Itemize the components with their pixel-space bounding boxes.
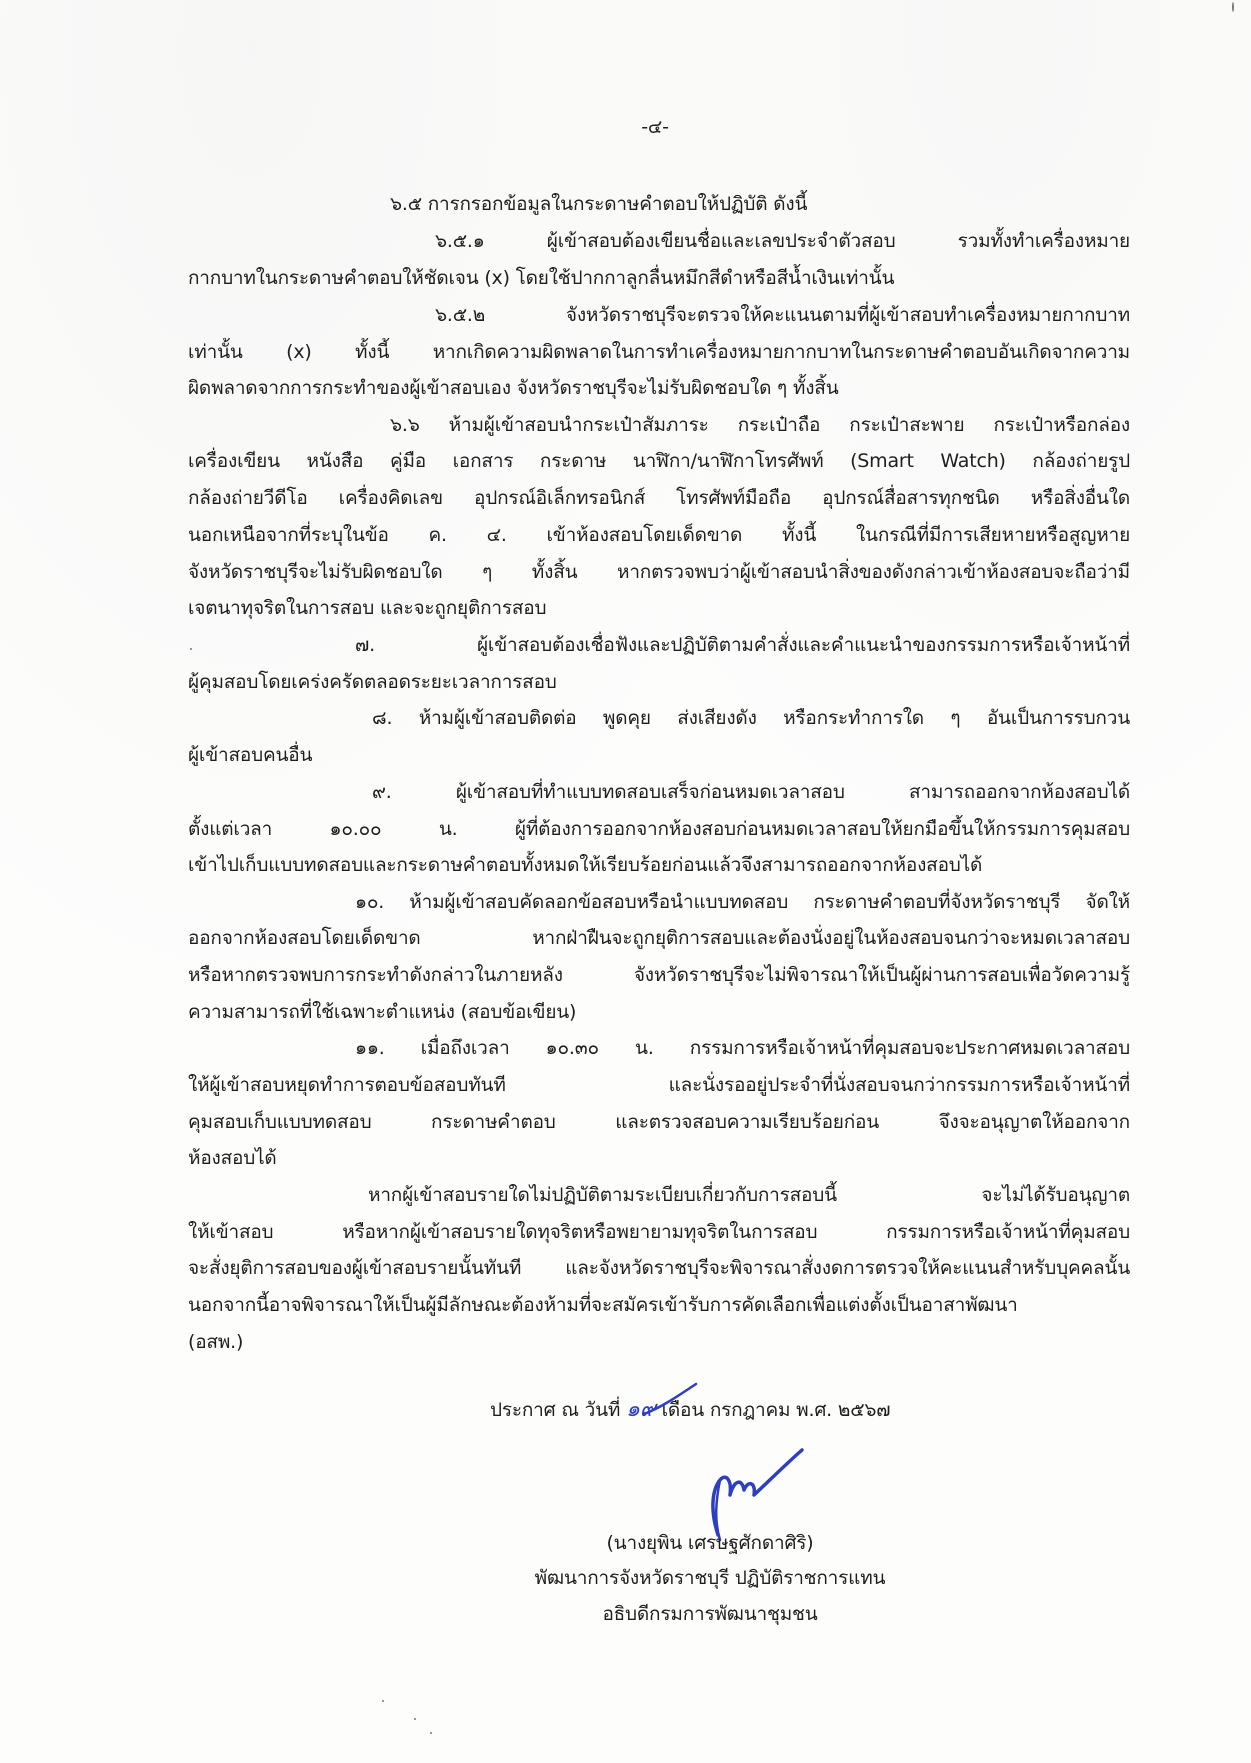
section-10-line-1: ๑๐. ห้ามผู้เข้าสอบคัดลอกข้อสอบหรือนำแบบทดสอบ กระดาษคำตอบที่จังหวัดราชบุรี จัดให้: [355, 891, 1130, 913]
section-11-line-2: ให้ผู้เข้าสอบหยุดทำการตอบข้อสอบทันที และนั่งรออยู่ประจำที่นั่งสอบจนกว่ากรรมการหรือเจ้าหน้าที่: [188, 1074, 1130, 1096]
section-9-line-1: ๙. ผู้เข้าสอบที่ทำแบบทดสอบเสร็จก่อนหมดเวลาสอบ สามารถออกจากห้องสอบได้: [372, 781, 1130, 803]
section-6-6-line-4: นอกเหนือจากที่ระบุในข้อ ค. ๔. เข้าห้องสอบโดยเด็ดขาด ทั้งนี้ ในกรณีที่มีการเสียหายหรือสูญหาย: [188, 524, 1130, 546]
scan-speck: [382, 1700, 384, 1702]
section-10-line-2: ออกจากห้องสอบโดยเด็ดขาด หากฝ่าฝืนจะถูกยุติการสอบและต้องนั่งอยู่ในห้องสอบจนกว่าจะหมดเวลาสอบ: [188, 927, 1130, 949]
date-suffix: เดือน กรกฎาคม พ.ศ. ๒๕๖๗: [661, 1399, 891, 1421]
closing-line-2: ให้เข้าสอบ หรือหากผู้เข้าสอบรายใดทุจริตหรือพยายามทุจริตในการสอบ กรรมการหรือเจ้าหน้าที่คุมสอบ: [188, 1221, 1130, 1243]
closing-line-3: จะสั่งยุติการสอบของผู้เข้าสอบรายนั้นทันที และจังหวัดราชบุรีจะพิจารณาสั่งงดการตรวจให้คะแนนสำหรับบุคคลนั้น: [188, 1257, 1130, 1279]
handwritten-day: ๑๙: [626, 1397, 656, 1422]
date-prefix: ประกาศ ณ วันที่: [490, 1399, 621, 1421]
section-6-6-line-2: เครื่องเขียน หนังสือ คู่มือ เอกสาร กระดาษ นาฬิกา/นาฬิกาโทรศัพท์ (Smart Watch) กล้องถ่ายรูป: [188, 450, 1130, 472]
closing-line-1: หากผู้เข้าสอบรายใดไม่ปฏิบัติตามระเบียบเกี่ยวกับการสอบนี้ จะไม่ได้รับอนุญาต: [368, 1184, 1130, 1206]
section-6-5-2-line-1: ๖.๕.๒ จังหวัดราชบุรีจะตรวจให้คะแนนตามที่ผู้เข้าสอบทำเครื่องหมายกากบาท: [435, 304, 1130, 326]
section-9-line-3: เข้าไปเก็บแบบทดสอบและกระดาษคำตอบทั้งหมดให้เรียบร้อยก่อนแล้วจึงสามารถออกจากห้องสอบได้: [188, 854, 983, 876]
section-6-6-line-1: ๖.๖ ห้ามผู้เข้าสอบนำกระเป๋าสัมภาระ กระเป๋าถือ กระเป๋าสะพาย กระเป๋าหรือกล่อง: [390, 414, 1130, 436]
scan-speck: [414, 1718, 416, 1720]
date-checkmark-stroke: [640, 1380, 700, 1420]
section-11-line-3: คุมสอบเก็บแบบทดสอบ กระดาษคำตอบ และตรวจสอบความเรียบร้อยก่อน จึงจะอนุญาตให้ออกจาก: [188, 1111, 1130, 1133]
signatory-position-line-2: อธิบดีกรมการพัฒนาชุมชน: [602, 1603, 818, 1625]
section-11-line-1: ๑๑. เมื่อถึงเวลา ๑๐.๓๐ น. กรรมการหรือเจ้าหน้าที่คุมสอบจะประกาศหมดเวลาสอบ: [355, 1037, 1130, 1059]
section-8-line-1: ๘. ห้ามผู้เข้าสอบติดต่อ พูดคุย ส่งเสียงดัง หรือกระทำการใด ๆ อันเป็นการรบกวน: [372, 707, 1130, 729]
section-10-line-4: ความสามารถที่ใช้เฉพาะตำแหน่ง (สอบข้อเขียน): [188, 1001, 577, 1023]
scan-speck: [190, 648, 192, 650]
section-6-5-1-line-2: กากบาทในกระดาษคำตอบให้ชัดเจน (x) โดยใช้ปากกาลูกลื่นหมึกสีดำหรือสีน้ำเงินเท่านั้น: [188, 267, 895, 289]
section-6-6-line-5: จังหวัดราชบุรีจะไม่รับผิดชอบใด ๆ ทั้งสิ้น หากตรวจพบว่าผู้เข้าสอบนำสิ่งของดังกล่าวเข้าห้องสอบจะถือว่ามี: [188, 561, 1130, 583]
section-11-line-4: ห้องสอบได้: [188, 1147, 277, 1169]
closing-line-5: (อสพ.): [188, 1331, 244, 1353]
scan-speck: [1232, 2, 1234, 12]
section-7-line-1: ๗. ผู้เข้าสอบต้องเชื่อฟังและปฏิบัติตามคำสั่งและคำแนะนำของกรรมการหรือเจ้าหน้าที่: [355, 634, 1130, 656]
section-6-5-2-line-2: เท่านั้น (x) ทั้งนี้ หากเกิดความผิดพลาดในการทำเครื่องหมายกากบาทในกระดาษคำตอบอันเกิดจากความ: [188, 341, 1130, 363]
signatory-position-line-1: พัฒนาการจังหวัดราชบุรี ปฏิบัติราชการแทน: [534, 1567, 886, 1589]
section-6-6-line-6: เจตนาทุจริตในการสอบ และจะถูกยุติการสอบ: [188, 597, 547, 619]
section-9-line-2: ตั้งแต่เวลา ๑๐.๐๐ น. ผู้ที่ต้องการออกจากห้องสอบก่อนหมดเวลาสอบให้ยกมือขึ้นให้กรรมการคุมสอบ: [188, 818, 1130, 840]
section-6-5-1-line-1: ๖.๕.๑ ผู้เข้าสอบต้องเขียนชื่อและเลขประจำตัวสอบ รวมทั้งทำเครื่องหมาย: [435, 230, 1130, 252]
section-7-line-2: ผู้คุมสอบโดยเคร่งครัดตลอดระยะเวลาการสอบ: [188, 671, 557, 693]
signatory-name: (นางยุพิน เศรษฐศักดาศิริ): [606, 1532, 814, 1554]
scan-speck: [430, 1732, 432, 1734]
closing-line-4: นอกจากนี้อาจพิจารณาให้เป็นผู้มีลักษณะต้องห้ามที่จะสมัครเข้ารับการคัดเลือกเพื่อแต่งตั้งเป็นอาสาพัฒนา: [188, 1294, 1018, 1316]
section-6-6-line-3: กล้องถ่ายวีดีโอ เครื่องคิดเลข อุปกรณ์อิเล็กทรอนิกส์ โทรศัพท์มือถือ อุปกรณ์สื่อสารทุกชนิด หรือสิ่งอื่นใด: [188, 487, 1130, 509]
section-6-5-heading: ๖.๕ การกรอกข้อมูลในกระดาษคำตอบให้ปฏิบัติ ดังนี้: [390, 193, 808, 215]
section-10-line-3: หรือหากตรวจพบการกระทำดังกล่าวในภายหลัง จังหวัดราชบุรีจะไม่พิจารณาให้เป็นผู้ผ่านการสอบเพื่อวัดความรู้: [188, 964, 1130, 986]
section-6-5-2-line-3: ผิดพลาดจากการกระทำของผู้เข้าสอบเอง จังหวัดราชบุรีจะไม่รับผิดชอบใด ๆ ทั้งสิ้น: [188, 377, 839, 399]
page-number: -๔-: [641, 116, 669, 138]
section-8-line-2: ผู้เข้าสอบคนอื่น: [188, 744, 313, 766]
